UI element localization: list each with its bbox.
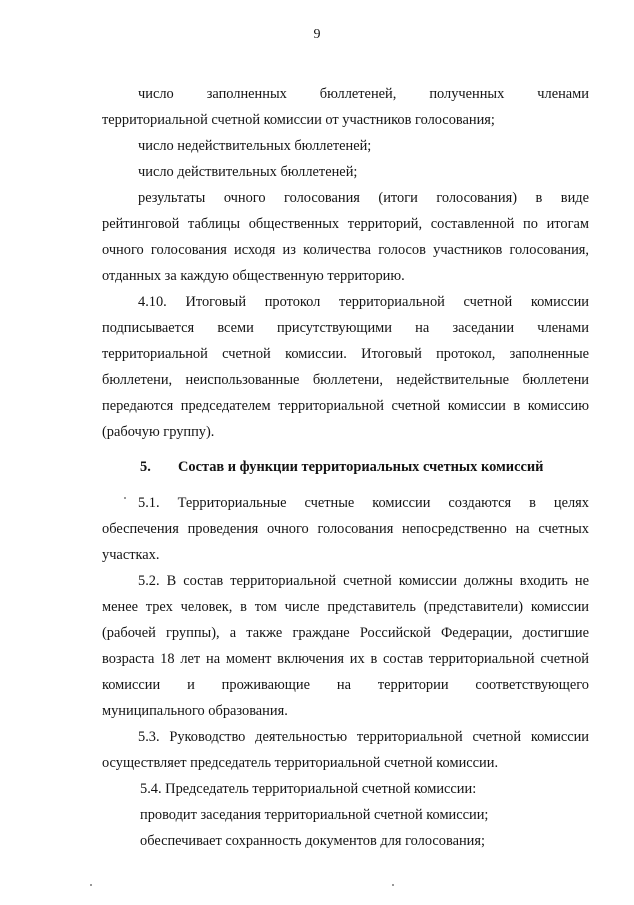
text-line: территориальной счетной комиссии от участников голосования;	[102, 112, 495, 128]
paragraph-4-10-line: (рабочую группу).	[102, 424, 215, 440]
paragraph-5-2-line: муниципального образования.	[102, 703, 288, 719]
paragraph-5-4-line: проводит заседания территориальной счетной комиссии;	[140, 807, 489, 823]
section-title: Состав и функции территориальных счетных комиссий	[178, 459, 544, 475]
paragraph-4-10-line: территориальной счетной комиссии. Итоговый протокол, заполненные	[102, 346, 589, 362]
scan-speck	[90, 884, 92, 886]
text-line: число недействительных бюллетеней;	[138, 138, 372, 154]
paragraph-5-2-line: возраста 18 лет на момент включения их в состав территориальной счетной	[102, 651, 589, 667]
scan-speck	[392, 884, 394, 886]
paragraph-5-3-line: 5.3. Руководство деятельностью территориальной счетной комиссии	[138, 729, 589, 745]
paragraph-5-2-line: комиссии и проживающие на территории соответствующего	[102, 677, 589, 693]
text-line: отданных за каждую общественную территорию.	[102, 268, 405, 284]
paragraph-5-2-line: 5.2. В состав территориальной счетной комиссии должны входить не	[138, 573, 589, 589]
paragraph-5-1-line: участках.	[102, 547, 160, 563]
paragraph-4-10-line: передаются председателем территориальной счетной комиссии в комиссию	[102, 398, 589, 414]
page-number: 9	[313, 27, 321, 42]
text-line: результаты очного голосования (итоги голосования) в виде	[138, 190, 589, 206]
paragraph-5-4-line: обеспечивает сохранность документов для голосования;	[140, 833, 485, 849]
paragraph-5-3-line: осуществляет председатель территориальной счетной комиссии.	[102, 755, 499, 771]
paragraph-4-10-line: подписывается всеми присутствующими на заседании членами	[102, 320, 589, 336]
section-heading	[140, 458, 543, 476]
paragraph-5-1-line: 5.1. Территориальные счетные комиссии создаются в целях	[138, 495, 589, 511]
text-line: очного голосования исходя из количества голосов участников голосования,	[102, 242, 589, 258]
paragraph-4-10-line: 4.10. Итоговый протокол территориальной счетной комиссии	[138, 294, 589, 310]
scan-speck	[124, 497, 126, 499]
section-number: 5.	[140, 459, 151, 475]
paragraph-5-1-line: обеспечения проведения очного голосования непосредственно на счетных	[102, 521, 589, 537]
paragraph-5-4-line: 5.4. Председатель территориальной счетной комиссии:	[140, 781, 477, 797]
paragraph-5-2-line: (рабочей группы), а также граждане Российской Федерации, достигшие	[102, 625, 589, 641]
paragraph-5-2-line: менее трех человек, в том числе представитель (представители) комиссии	[102, 599, 589, 615]
text-line: число заполненных бюллетеней, полученных членами	[138, 86, 589, 102]
text-line: рейтинговой таблицы общественных территорий, составленной по итогам	[102, 216, 589, 232]
text-line: число действительных бюллетеней;	[138, 164, 358, 180]
paragraph-4-10-line: бюллетени, неиспользованные бюллетени, недействительные бюллетени	[102, 372, 589, 388]
